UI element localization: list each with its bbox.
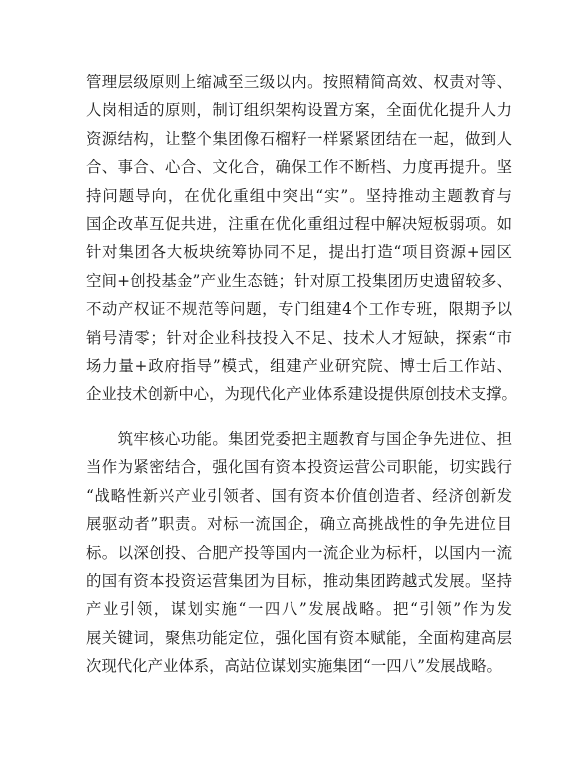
text-line: 展关键词，聚焦功能定位，强化国有资本赋能，全面构建高层 bbox=[86, 628, 512, 647]
text-line: 合、事合、心合、文化合，确保工作不断档、力度再提升。坚 bbox=[86, 158, 512, 177]
paragraph-2 bbox=[86, 425, 512, 681]
paragraph-1 bbox=[86, 68, 517, 409]
text-line: 展驱动者”职责。对标一流国企，确立高挑战性的争先进位目 bbox=[86, 515, 512, 534]
text-line: 产业引领，谋划实施“一四八”发展战略。把“引领”作为发 bbox=[86, 600, 512, 619]
text-line: 空间+创投基金”产业生态链；针对原工投集团历史遗留较多、 bbox=[86, 271, 512, 290]
text-line: 场力量+政府指导”模式，组建产业研究院、博士后工作站、 bbox=[86, 356, 512, 375]
text-line: “战略性新兴产业引领者、国有资本价值创造者、经济创新发 bbox=[86, 486, 512, 505]
text-line: 管理层级原则上缩减至三级以内。按照精简高效、权责对等、 bbox=[86, 73, 512, 91]
text-line: 资源结构，让整个集团像石榴籽一样紧紧团结在一起，做到人 bbox=[86, 129, 512, 148]
text-line: 持问题导向，在优化重组中突出“实”。坚持推动主题教育与 bbox=[86, 186, 512, 205]
text-line: 不动产权证不规范等问题，专门组建4个工作专班，限期予以 bbox=[86, 300, 512, 319]
text-line: 筑牢核心功能。集团党委把主题教育与国企争先进位、担 bbox=[86, 430, 512, 448]
text-line: 企业技术创新中心，为现代化产业体系建设提供原创技术支撑。 bbox=[86, 385, 517, 404]
text-line: 的国有资本投资运营集团为目标，推动集团跨越式发展。坚持 bbox=[86, 571, 512, 590]
text-line: 国企改革互促共进，注重在优化重组过程中解决短板弱项。如 bbox=[86, 214, 512, 233]
text-line: 次现代化产业体系，高站位谋划实施集团“一四八”发展战略。 bbox=[86, 657, 502, 676]
text-line: 标。以深创投、合肥产投等国内一流企业为标杆，以国内一流 bbox=[86, 543, 512, 562]
text-line: 人岗相适的原则，制订组织架构设置方案，全面优化提升人力 bbox=[86, 101, 512, 120]
text-line: 销号清零；针对企业科技投入不足、技术人才短缺，探索“市 bbox=[86, 328, 512, 347]
text-line: 针对集团各大板块统筹协同不足，提出打造“项目资源+园区 bbox=[86, 243, 512, 262]
text-line: 当作为紧密结合，强化国有资本投资运营公司职能，切实践行 bbox=[86, 458, 512, 477]
